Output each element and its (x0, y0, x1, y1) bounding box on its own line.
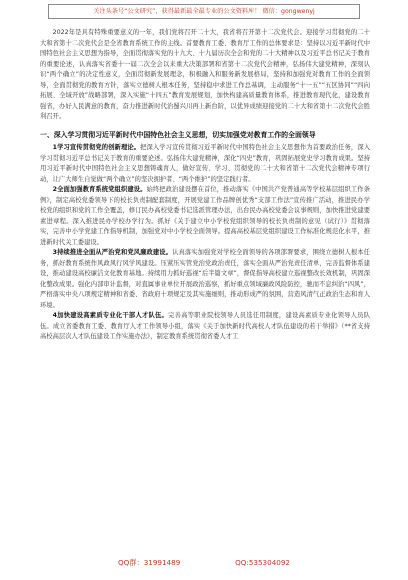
footer-contact (118, 556, 290, 570)
item-1-text: 把深入学习宣传贯彻习近平新时代中国特色社会主义思想作为首要政治任务，深入学习贯彻习近平总书记关于教育的重要论述。弘扬伟大建党精神，深化“四史”教育，巩固拓展党史学习教育成果。坚持用习近平新时代中国特色社会主义思想铸魂育人，做好宣传、学习、贯彻党的二十大和省第十二次党代会精神专项行动，让广大师生自觉做“两个确立”的坚决拥护者、“两个维护”的坚定践行者。 (40, 144, 371, 183)
item-4-text: 完善高等职业院校领导人员选任用制度，建设高素质专业化领导人员队伍。成立省委教育工委、教育厅人才工作领导小组，落实《关于加快新时代高校人才队伍建设的若干举措》（**省支持高校高层次人才队伍建设工作实施办法》，制定教育系统贯彻省委人才工 (40, 312, 370, 340)
footer-qq: QQ:535304092 (235, 558, 290, 567)
item-4-paragraph (40, 311, 370, 343)
item-2-title: 2全面加强教育系统党组织建设。 (52, 186, 147, 193)
intro-paragraph: 2022年是具有特殊重要意义的一年，我们党将召开二十大，我省将召开第十二次党代会。迎接学习贯彻党的二十大和省第十二次党代会是全省教育系统工作的主线。首要教育工委、教育厅工作的总体要求是：坚持以习近平新时代中国特色社会主义思想为指导，全面贯彻落实党的十九大、十九届历次全会和党的二十大精神以及习近平总书记关于教育的重要论述，认真落实省委十一届二次全会以来重大决策部署和省第十二次党代会精神，弘扬伟大建党精神，深刻认识“两个确立”的决定性意义，全面贯彻新发展理念，积极融入和服务新发展格局，坚持和加强党对教育工作的全面领导，全面贯彻党的教育方针，落实立德树人根本任务，坚持稳中求进工作总基调，主动服务“十一五”“五区协同”“四向拓展、全域开放”战略部署，深入实施“十四五”教育发展规划，加快构建高质量教育体系，推进教育现代化，建设教育强省，办好人民满意的教育，奋力推进新时代治蜀兴川再上新台阶，以优异成绩迎接党的二十大和省第十二次党代会胜利召开。 (40, 29, 370, 120)
item-1-title: 1学习宣传贯彻党的创新理论。 (52, 144, 141, 151)
item-2-text: 始终把政治建设摆在首位，推动落实《中国共产党普通高等学校基层组织工作条例》，制定高校党委领导下的校长负责制配套制度，开展党建工作品牌创优秀“支部工作法”宣传推广活动，推进民办学校党的组织和党的工作全覆盖，修订民办高校党委书记选派管理办法，出台民办高校党委会议事规则，加快推进党建要素进章程。深入推进民办学校办学行为。抓好《关于建立中小学校党组织领导的校长负责制的意见（试行）》贯彻落实，完善中小学党建工作指导机制，加强党对中小学校全面领导。提高高校基层党组织建设工作标准化规范化水平，推进新时代关工委建设。 (40, 186, 370, 246)
header-banner: 关注头条号“公文研究”，获得最新最全最专业的公文资料库！ 微信：gongwenyj (48, 4, 360, 19)
item-3-text: 认真落实加强党对学校全面领导的各项部署要求，围绕立德树人根本任务，抓好教育系统作风政风行风学风建设。压紧压实管党治党政治责任，落实全面从严治党责任清单，完善监督体系建设，推动建设高校廉洁文化教育基地。持续用力抓好巡视“后半篇文章”，督促指导高校建立巡视整改长效机制，巩固深化整改成果。强化内部审计监督，对直属事业单位开展政治巡察，抓好重点领域廉政风险防控，驰而不息纠治“四风”，严格落实中央八项规定精神和省委、省政府十项规定及其实施细则，推动形成严的氛围，营造风清气正政治生态和育人环境。 (40, 249, 371, 309)
item-4-title: 4加快建设高素质专业化干部人才队伍。 (52, 312, 169, 319)
document-body (40, 28, 370, 343)
footer-qq-group: QQ群：31991489 (118, 558, 181, 567)
item-1-paragraph (40, 143, 370, 185)
section-1-title: 一、深入学习贯彻习近平新时代中国特色社会主义思想，切实加强党对教育工作的全面领导 (40, 130, 316, 139)
item-3-title: 3持续推进全面从严治党和党风廉政建设。 (52, 249, 173, 256)
item-3-paragraph (40, 248, 370, 311)
item-2-paragraph (40, 185, 370, 248)
